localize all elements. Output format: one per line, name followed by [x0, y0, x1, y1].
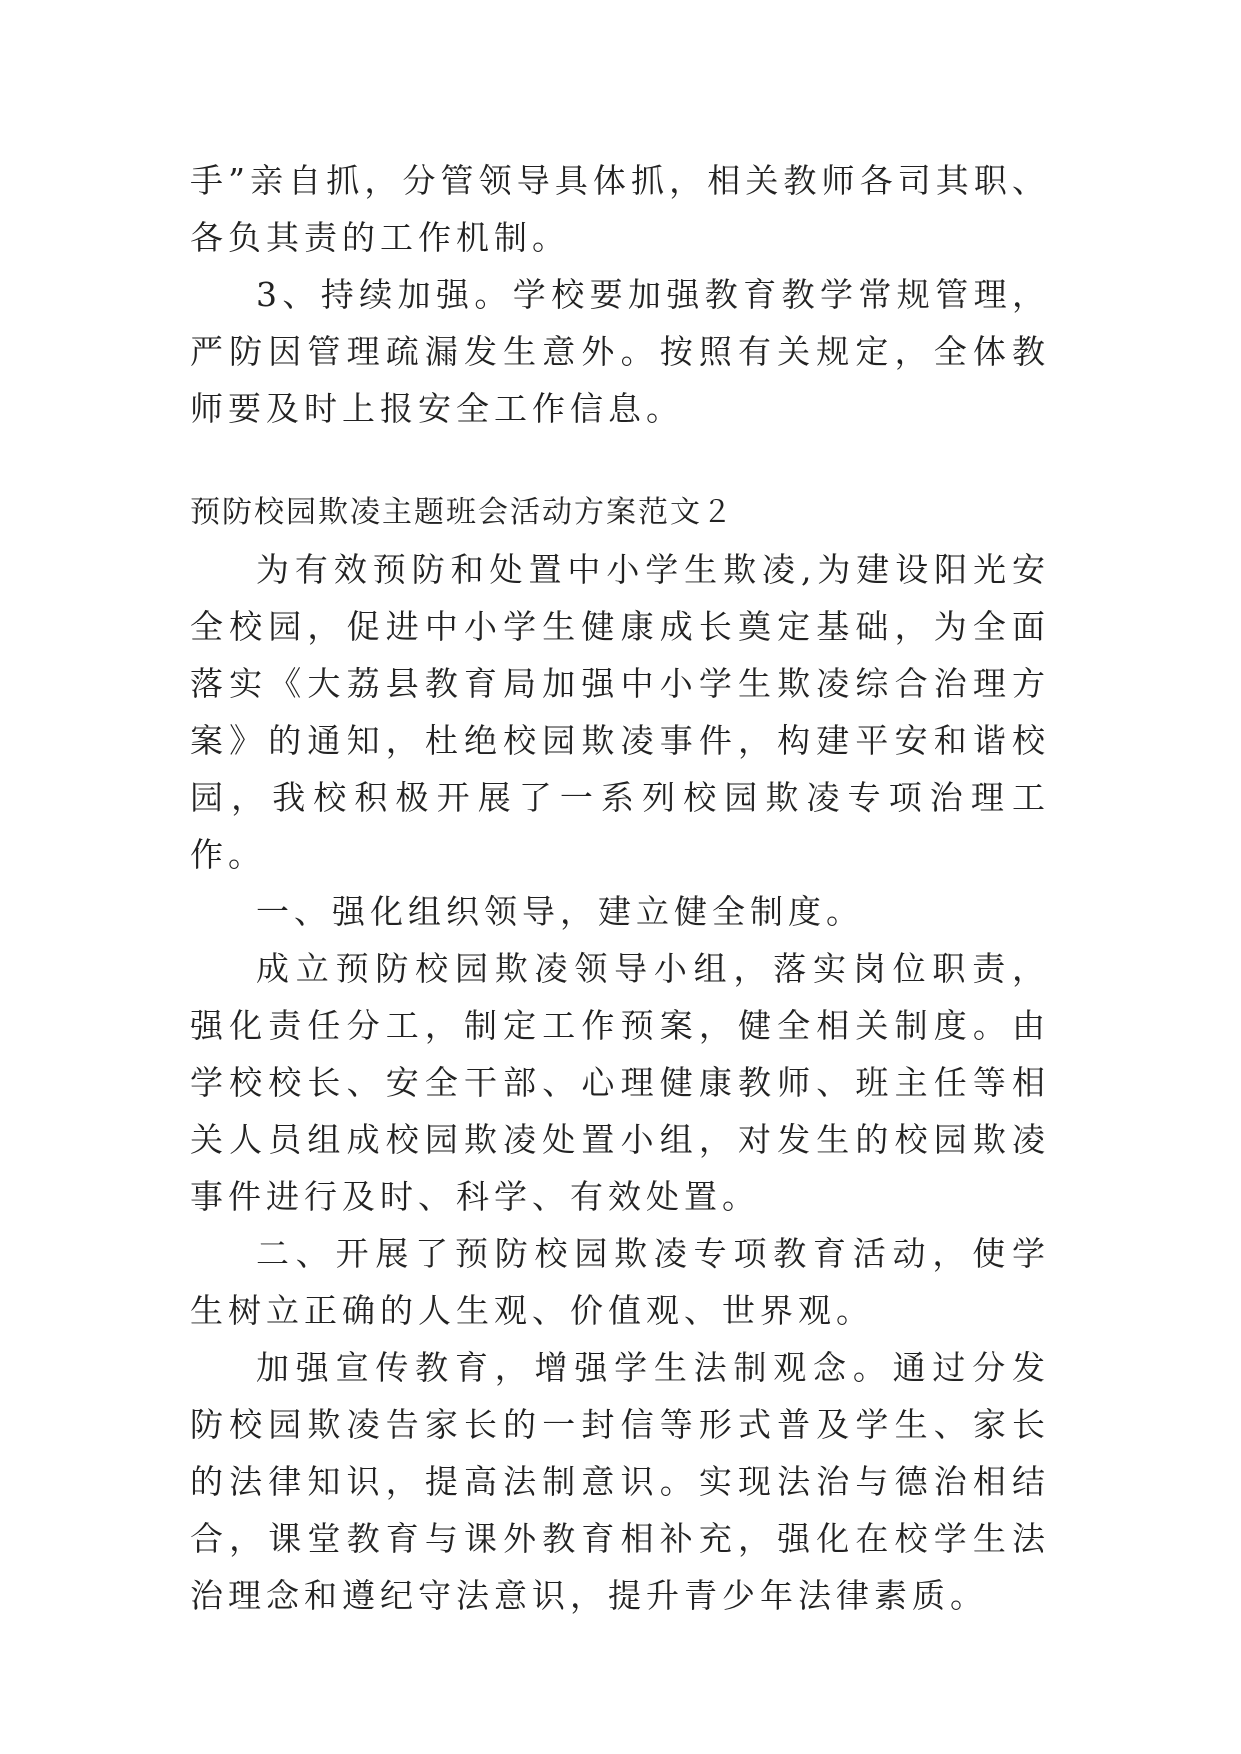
section-heading-2: 二、开展了预防校园欺凌专项教育活动，使学生树立正确的人生观、价值观、世界观。 — [190, 1234, 1050, 1330]
paragraph-continuation: 手”亲自抓，分管领导具体抓，相关教师各司其职、各负其责的工作机制。 — [190, 161, 1050, 257]
section-heading-1: 一、强化组织领导，建立健全制度。 — [256, 892, 864, 931]
document-title: 预防校园欺凌主题班会活动方案范文２ — [190, 495, 734, 530]
paragraph-section-2: 加强宣传教育，增强学生法制观念。通过分发防校园欺凌告家长的一封信等形式普及学生、家长的法律知识，提高法制意识。实现法治与德治相结合，课堂教育与课外教育相补充，强化在校学生法治理念和遵纪守法意识，提升青少年法律素质。 — [190, 1348, 1050, 1615]
section-spacer — [190, 437, 1050, 484]
paragraph-intro: 为有效预防和处置中小学生欺凌,为建设阳光安全校园，促进中小学生健康成长奠定基础，为全面落实《大荔县教育局加强中小学生欺凌综合治理方案》的通知，杜绝校园欺凌事件，构建平安和谐校园，我校积极开展了一系列校园欺凌专项治理工作。 — [190, 550, 1050, 874]
paragraph-item-3: 3、持续加强。学校要加强教育教学常规管理，严防因管理疏漏发生意外。按照有关规定，全体教师要及时上报安全工作信息。 — [190, 275, 1050, 428]
document-body — [190, 152, 1050, 1624]
paragraph-section-1: 成立预防校园欺凌领导小组，落实岗位职责，强化责任分工，制定工作预案，健全相关制度。由学校校长、安全干部、心理健康教师、班主任等相关人员组成校园欺凌处置小组，对发生的校园欺凌事件进行及时、科学、有效处置。 — [190, 949, 1050, 1216]
